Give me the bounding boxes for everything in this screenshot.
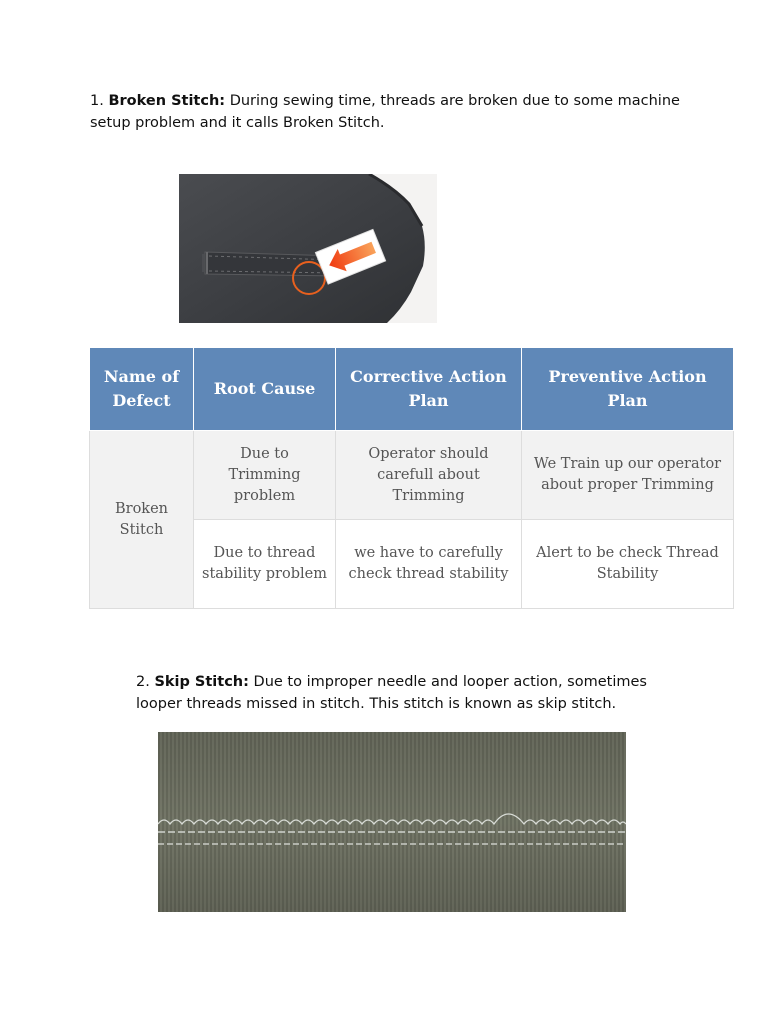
header-corrective-action-plan: Corrective Action Plan <box>336 348 522 431</box>
section-1-text: During sewing time, threads are broken due to some machine setup problem and it calls Broken Stitch. <box>90 93 680 131</box>
root-cause-cell: Due to thread stability problem <box>194 520 336 609</box>
root-cause-cell: Due to Trimming problem <box>194 431 336 520</box>
section-1-term: Broken Stitch: <box>108 93 226 109</box>
section-2-number: 2. <box>136 674 150 690</box>
preventive-action-cell: Alert to be check Thread Stability <box>522 520 734 609</box>
preventive-action-cell: We Train up our operator about proper Trimming <box>522 431 734 520</box>
header-name-of-defect: Name of Defect <box>90 348 194 431</box>
defect-name-cell: Broken Stitch <box>90 431 194 609</box>
section-1-paragraph <box>90 90 690 134</box>
table-header-row <box>90 348 734 431</box>
table-row <box>90 431 734 520</box>
corrective-action-cell: we have to carefully check thread stability <box>336 520 522 609</box>
broken-stitch-photo <box>179 174 437 323</box>
defect-table <box>89 347 734 609</box>
section-2-term: Skip Stitch: <box>154 674 249 690</box>
header-preventive-action-plan: Preventive Action Plan <box>522 348 734 431</box>
section-2-paragraph <box>136 671 696 715</box>
section-2-text: Due to improper needle and looper action, sometimes looper threads missed in stitch. This stitch is known as skip stitch. <box>136 674 647 712</box>
header-root-cause: Root Cause <box>194 348 336 431</box>
section-1-number: 1. <box>90 93 104 109</box>
skip-stitch-photo <box>158 732 626 912</box>
corrective-action-cell: Operator should carefull about Trimming <box>336 431 522 520</box>
